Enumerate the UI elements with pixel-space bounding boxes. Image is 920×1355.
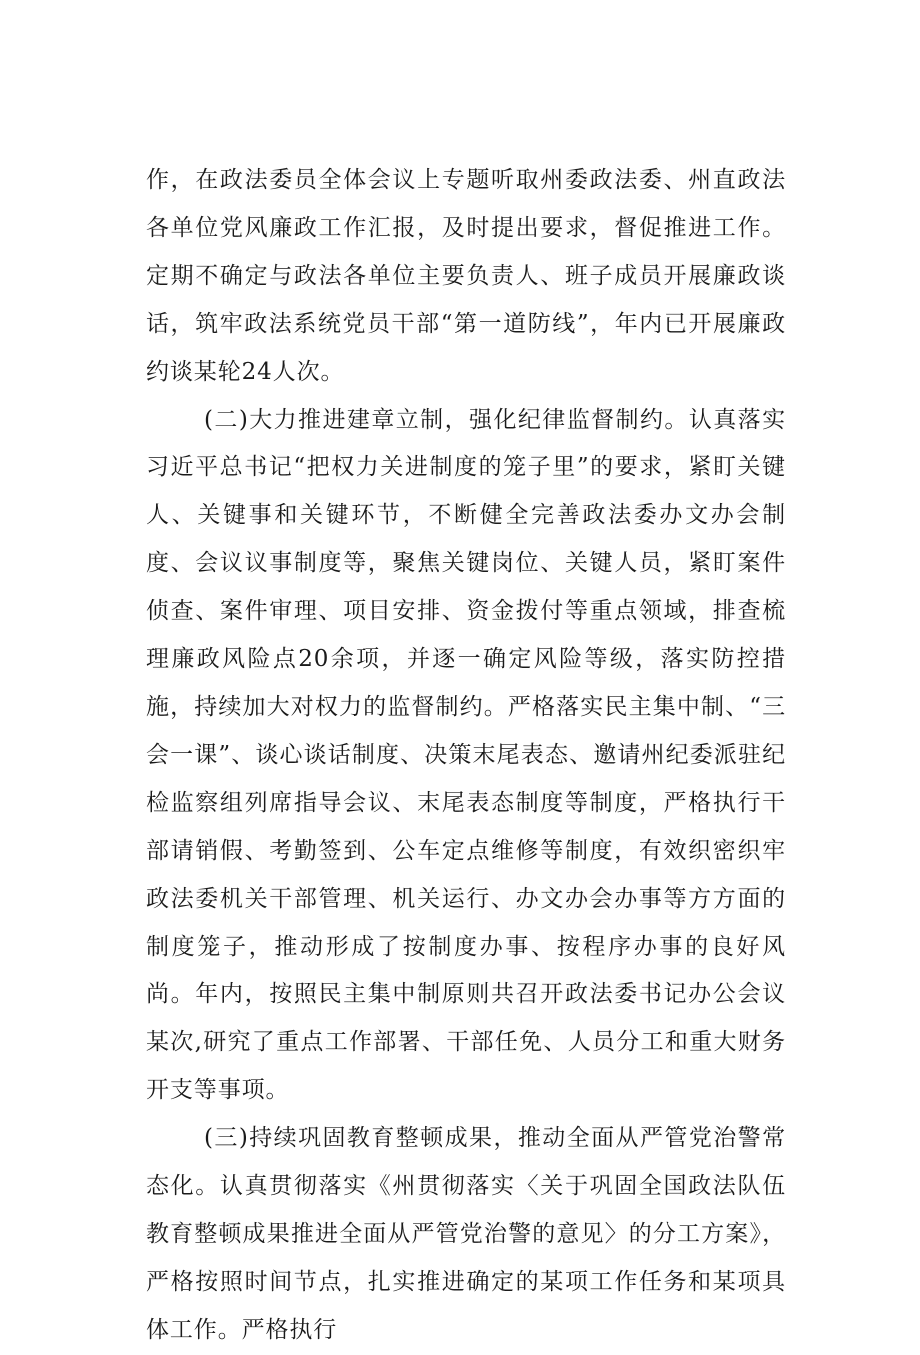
paragraph-1: 作，在政法委员全体会议上专题听取州委政法委、州直政法各单位党风廉政工作汇报，及时提出要求，督促推进工作。定期不确定与政法各单位主要负责人、班子成员开展廉政谈话，筑牢政法系统党员干部“第一道防线”，年内已开展廉政约谈某轮24人次。 <box>146 167 786 385</box>
paragraph-3: (三)持续巩固教育整顿成果，推动全面从严管党治警常态化。认真贯彻落实《州贯彻落实〈关于巩固全国政法队伍教育整顿成果推进全面从严管党治警的意见〉的分工方案》，严格按照时间节点，扎实推进确定的某项工作任务和某项具体工作。严格执行 <box>146 1125 786 1343</box>
document-body <box>146 157 786 1355</box>
paragraph-2: (二)大力推进建章立制，强化纪律监督制约。认真落实习近平总书记“把权力关进制度的笼子里”的要求，紧盯关键人、关键事和关键环节，不断健全完善政法委办文办会制度、会议议事制度等，聚焦关键岗位、关键人员，紧盯案件侦查、案件审理、项目安排、资金拨付等重点领域，排查梳理廉政风险点20余项，并逐一确定风险等级，落实防控措施，持续加大对权力的监督制约。严格落实民主集中制、“三会一课”、谈心谈话制度、决策末尾表态、邀请州纪委派驻纪检监察组列席指导会议、末尾表态制度等制度，严格执行干部请销假、考勤签到、公车定点维修等制度，有效织密织牢政法委机关干部管理、机关运行、办文办会办事等方方面的制度笼子，推动形成了按制度办事、按程序办事的良好风尚。年内，按照民主集中制原则共召开政法委书记办公会议某次,研究了重点工作部署、干部任免、人员分工和重大财务开支等事项。 <box>146 406 786 1104</box>
